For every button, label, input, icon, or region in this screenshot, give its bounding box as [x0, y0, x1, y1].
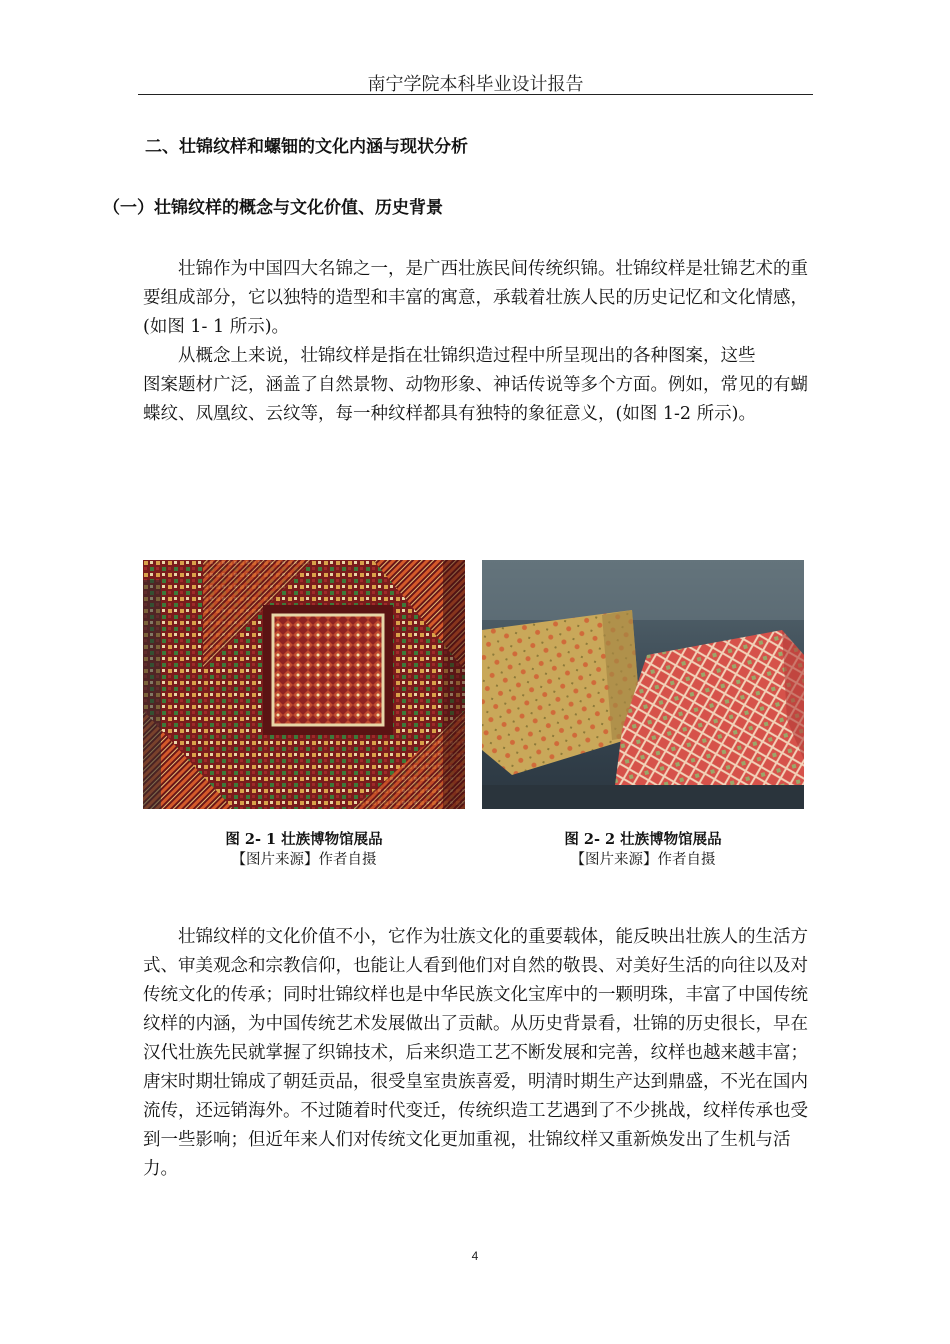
section-heading: 二、壮锦纹样和螺钿的文化内涵与现状分析: [145, 137, 468, 157]
figure-2-source: 【图片来源】作者自摄: [570, 852, 716, 868]
paragraph: 图案题材广泛，涵盖了自然景物、动物形象、神话传说等多个方面。例如，常见的有蝴蝶纹、凤凰纹、云纹等，每一种纹样都具有独特的象征意义，(如图 1-2 所示)。: [143, 375, 808, 424]
figure-1-caption: [143, 830, 465, 870]
figure-2-title: 图 2- 2 壮族博物馆展品: [564, 831, 722, 848]
page-number: 4: [471, 1249, 479, 1263]
intro-paragraphs: [143, 255, 808, 429]
figure-1-title: 图 2- 1 壮族博物馆展品: [225, 831, 383, 848]
body-paragraph: [143, 923, 808, 1184]
figure-1-source: 【图片来源】作者自摄: [231, 852, 377, 868]
page-header: 南宁学院本科毕业设计报告: [367, 74, 584, 95]
section-subheading: （一）壮锦纹样的概念与文化价值、历史背景: [103, 198, 443, 218]
figure-1-photo: [143, 560, 465, 809]
paragraph: 从概念上来说，壮锦纹样是指在壮锦织造过程中所呈现出的各种图案，这些: [178, 346, 756, 366]
header-divider: [138, 94, 813, 95]
figure-2-caption: [482, 830, 804, 870]
figure-2-photo: [482, 560, 804, 809]
paragraph: 壮锦纹样的文化价值不小，它作为壮族文化的重要载体，能反映出壮族人的生活方式、审美观念和宗教信仰，也能让人看到他们对自然的敬畏、对美好生活的向往以及对传统文化的传承；同时壮锦纹样也是中华民族文化宝库中的一颗明珠，丰富了中国传统纹样的内涵，为中国传统艺术发展做出了贡献。从历史背景看，壮锦的历史很长，早在汉代壮族先民就掌握了织锦技术，后来织造工艺不断发展和完善，纹样也越来越丰富；唐宋时期壮锦成了朝廷贡品，很受皇室贵族喜爱，明清时期生产达到鼎盛，不光在国内流传，还远销海外。不过随着时代变迁，传统织造工艺遇到了不少挑战，纹样传承也受到一些影响；但近年来人们对传统文化更加重视，壮锦纹样又重新焕发出了生机与活力。: [143, 927, 808, 1179]
paragraph: 壮锦作为中国四大名锦之一，是广西壮族民间传统织锦。壮锦纹样是壮锦艺术的重要组成部分，它以独特的造型和丰富的寓意，承载着壮族人民的历史记忆和文化情感，(如图 1- 1 所示)。: [143, 259, 808, 337]
